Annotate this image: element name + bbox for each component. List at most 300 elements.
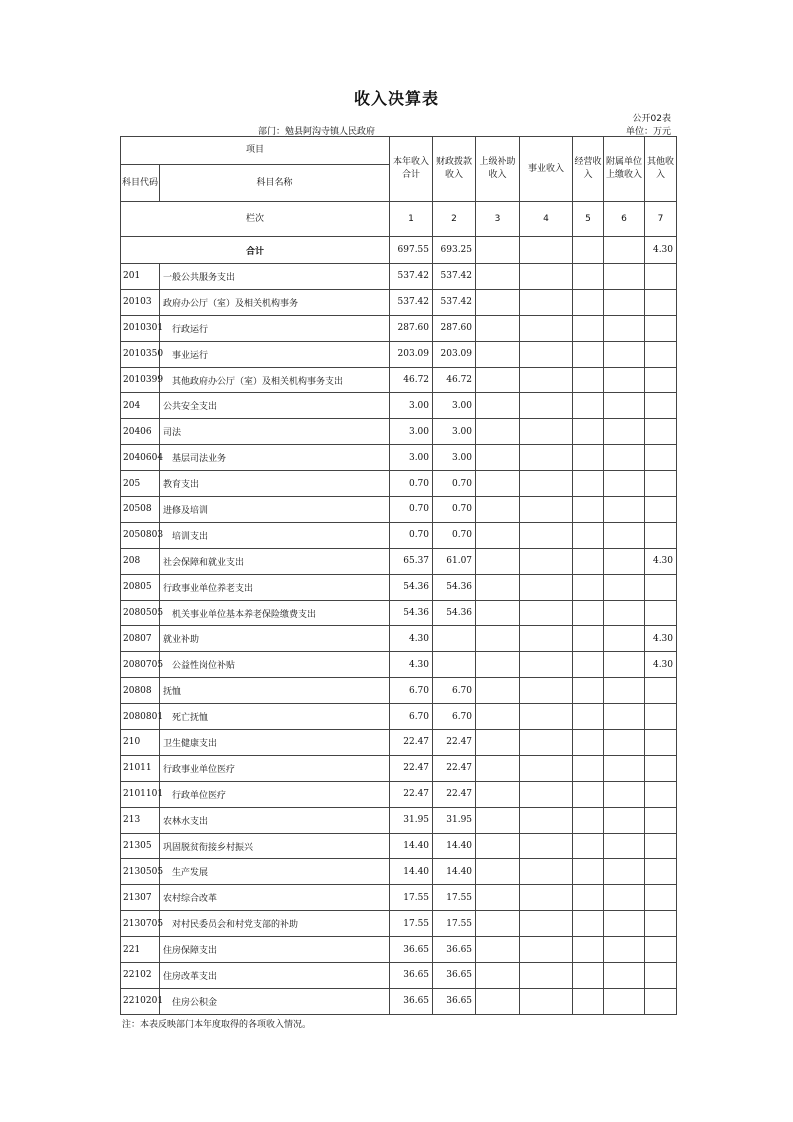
fiscal-income-cell: 54.36: [433, 574, 476, 600]
fiscal-income-cell: 22.47: [433, 755, 476, 781]
subject-name-cell: 教育支出: [160, 471, 390, 497]
subject-code-cell: 2040604: [121, 445, 160, 471]
subject-code-cell: 205: [121, 471, 160, 497]
total-label: 合计: [121, 237, 390, 264]
superior-income-cell: [476, 315, 520, 341]
affiliated-income-cell: [604, 367, 645, 393]
total-income-cell: 3.00: [390, 419, 433, 445]
income-table: [120, 136, 677, 1015]
superior-income-cell: [476, 807, 520, 833]
subject-code-cell: 20808: [121, 678, 160, 704]
affiliated-income-cell: [604, 626, 645, 652]
fiscal-income-cell: 17.55: [433, 885, 476, 911]
other-income-cell: [645, 574, 677, 600]
other-income-cell: [645, 522, 677, 548]
table-row: [121, 393, 677, 419]
header-business: 事业收入: [520, 137, 573, 202]
other-income-cell: 4.30: [645, 626, 677, 652]
business-income-cell: [520, 264, 573, 290]
business-income-cell: [520, 807, 573, 833]
total-operating: [573, 237, 604, 264]
affiliated-income-cell: [604, 393, 645, 419]
operating-income-cell: [573, 781, 604, 807]
operating-income-cell: [573, 885, 604, 911]
superior-income-cell: [476, 885, 520, 911]
department-label: 部门：勉县阿沟寺镇人民政府: [258, 127, 376, 137]
total-income-cell: 36.65: [390, 963, 433, 989]
superior-income-cell: [476, 264, 520, 290]
operating-income-cell: [573, 988, 604, 1014]
operating-income-cell: [573, 548, 604, 574]
affiliated-income-cell: [604, 833, 645, 859]
operating-income-cell: [573, 678, 604, 704]
subject-code-cell: 2210201: [121, 988, 160, 1014]
subject-name-cell: 抚恤: [160, 678, 390, 704]
total-income-cell: 36.65: [390, 937, 433, 963]
column-index-row: [121, 202, 677, 237]
business-income-cell: [520, 548, 573, 574]
subject-name-cell: 机关事业单位基本养老保险缴费支出: [160, 600, 390, 626]
affiliated-income-cell: [604, 574, 645, 600]
affiliated-income-cell: [604, 315, 645, 341]
subject-code-cell: 2130505: [121, 859, 160, 885]
table-row: [121, 859, 677, 885]
fiscal-income-cell: 46.72: [433, 367, 476, 393]
superior-income-cell: [476, 859, 520, 885]
total-income-cell: 31.95: [390, 807, 433, 833]
table-row: [121, 730, 677, 756]
other-income-cell: [645, 988, 677, 1014]
header-superior: 上级补助收入: [476, 137, 520, 202]
business-income-cell: [520, 600, 573, 626]
affiliated-income-cell: [604, 548, 645, 574]
table-row: [121, 937, 677, 963]
subject-code-cell: 2080801: [121, 704, 160, 730]
header-row-1: [121, 137, 677, 165]
other-income-cell: [645, 341, 677, 367]
column-index-cell: 3: [476, 202, 520, 237]
total-income-cell: 287.60: [390, 315, 433, 341]
table-row: [121, 600, 677, 626]
unit-label: 单位：万元: [625, 127, 671, 137]
superior-income-cell: [476, 963, 520, 989]
affiliated-income-cell: [604, 497, 645, 523]
affiliated-income-cell: [604, 755, 645, 781]
total-income-cell: 537.42: [390, 264, 433, 290]
table-row: [121, 781, 677, 807]
affiliated-income-cell: [604, 730, 645, 756]
superior-income-cell: [476, 730, 520, 756]
affiliated-income-cell: [604, 445, 645, 471]
subject-code-cell: 2010350: [121, 341, 160, 367]
fiscal-income-cell: 36.65: [433, 988, 476, 1014]
column-index-cell: 1: [390, 202, 433, 237]
subject-code-cell: 20103: [121, 289, 160, 315]
subject-name-cell: 一般公共服务支出: [160, 264, 390, 290]
other-income-cell: [645, 833, 677, 859]
total-income-cell: 17.55: [390, 911, 433, 937]
operating-income-cell: [573, 419, 604, 445]
table-row: [121, 574, 677, 600]
table-row: [121, 471, 677, 497]
table-row: [121, 652, 677, 678]
table-row: [121, 626, 677, 652]
other-income-cell: [645, 315, 677, 341]
column-index-label: 栏次: [121, 202, 390, 237]
table-row: [121, 678, 677, 704]
other-income-cell: [645, 885, 677, 911]
superior-income-cell: [476, 522, 520, 548]
superior-income-cell: [476, 937, 520, 963]
other-income-cell: [645, 807, 677, 833]
business-income-cell: [520, 574, 573, 600]
form-number: 公开02表: [632, 114, 671, 124]
subject-name-cell: 公共安全支出: [160, 393, 390, 419]
table-row: [121, 522, 677, 548]
header-item: 项目: [121, 137, 390, 165]
other-income-cell: [645, 445, 677, 471]
subject-name-cell: 社会保障和就业支出: [160, 548, 390, 574]
subject-code-cell: 2010399: [121, 367, 160, 393]
column-index-cell: 2: [433, 202, 476, 237]
operating-income-cell: [573, 807, 604, 833]
operating-income-cell: [573, 626, 604, 652]
affiliated-income-cell: [604, 937, 645, 963]
fiscal-income-cell: 537.42: [433, 289, 476, 315]
total-row: [121, 237, 677, 264]
total-income-cell: 6.70: [390, 704, 433, 730]
subject-name-cell: 司法: [160, 419, 390, 445]
fiscal-income-cell: 6.70: [433, 678, 476, 704]
business-income-cell: [520, 522, 573, 548]
header-affiliated: 附属单位上缴收入: [604, 137, 645, 202]
affiliated-income-cell: [604, 704, 645, 730]
other-income-cell: [645, 678, 677, 704]
table-row: [121, 833, 677, 859]
subject-name-cell: 行政事业单位养老支出: [160, 574, 390, 600]
business-income-cell: [520, 341, 573, 367]
affiliated-income-cell: [604, 341, 645, 367]
affiliated-income-cell: [604, 652, 645, 678]
total-income-cell: 3.00: [390, 445, 433, 471]
operating-income-cell: [573, 471, 604, 497]
subject-code-cell: 21011: [121, 755, 160, 781]
business-income-cell: [520, 911, 573, 937]
operating-income-cell: [573, 652, 604, 678]
superior-income-cell: [476, 755, 520, 781]
subject-name-cell: 行政运行: [160, 315, 390, 341]
business-income-cell: [520, 289, 573, 315]
subject-code-cell: 2080705: [121, 652, 160, 678]
operating-income-cell: [573, 937, 604, 963]
superior-income-cell: [476, 419, 520, 445]
subject-code-cell: 21305: [121, 833, 160, 859]
subject-name-cell: 住房改革支出: [160, 963, 390, 989]
total-income-cell: 14.40: [390, 833, 433, 859]
other-income-cell: [645, 471, 677, 497]
other-income-cell: [645, 367, 677, 393]
superior-income-cell: [476, 626, 520, 652]
superior-income-cell: [476, 678, 520, 704]
total-amount: 697.55: [390, 237, 433, 264]
subject-code-cell: 2130705: [121, 911, 160, 937]
operating-income-cell: [573, 445, 604, 471]
affiliated-income-cell: [604, 859, 645, 885]
fiscal-income-cell: 3.00: [433, 445, 476, 471]
subject-code-cell: 2101101: [121, 781, 160, 807]
operating-income-cell: [573, 264, 604, 290]
superior-income-cell: [476, 341, 520, 367]
affiliated-income-cell: [604, 963, 645, 989]
header-fiscal: 财政拨款收入: [433, 137, 476, 202]
subject-code-cell: 204: [121, 393, 160, 419]
table-row: [121, 289, 677, 315]
subject-name-cell: 住房保障支出: [160, 937, 390, 963]
subject-name-cell: 政府办公厅（室）及相关机构事务: [160, 289, 390, 315]
business-income-cell: [520, 626, 573, 652]
subject-code-cell: 221: [121, 937, 160, 963]
subject-name-cell: 住房公积金: [160, 988, 390, 1014]
table-row: [121, 885, 677, 911]
total-income-cell: 537.42: [390, 289, 433, 315]
other-income-cell: [645, 497, 677, 523]
superior-income-cell: [476, 548, 520, 574]
table-row: [121, 704, 677, 730]
operating-income-cell: [573, 730, 604, 756]
table-row: [121, 755, 677, 781]
operating-income-cell: [573, 315, 604, 341]
table-row: [121, 264, 677, 290]
operating-income-cell: [573, 600, 604, 626]
total-income-cell: 17.55: [390, 885, 433, 911]
affiliated-income-cell: [604, 522, 645, 548]
operating-income-cell: [573, 367, 604, 393]
subject-code-cell: 201: [121, 264, 160, 290]
superior-income-cell: [476, 911, 520, 937]
superior-income-cell: [476, 781, 520, 807]
total-income-cell: 203.09: [390, 341, 433, 367]
fiscal-income-cell: 6.70: [433, 704, 476, 730]
fiscal-income-cell: 14.40: [433, 833, 476, 859]
operating-income-cell: [573, 963, 604, 989]
other-income-cell: 4.30: [645, 548, 677, 574]
subject-name-cell: 进修及培训: [160, 497, 390, 523]
subject-name-cell: 行政单位医疗: [160, 781, 390, 807]
operating-income-cell: [573, 859, 604, 885]
business-income-cell: [520, 963, 573, 989]
total-income-cell: 0.70: [390, 522, 433, 548]
column-index-cell: 7: [645, 202, 677, 237]
fiscal-income-cell: 14.40: [433, 859, 476, 885]
fiscal-income-cell: 203.09: [433, 341, 476, 367]
business-income-cell: [520, 781, 573, 807]
business-income-cell: [520, 315, 573, 341]
table-row: [121, 988, 677, 1014]
other-income-cell: [645, 289, 677, 315]
subject-name-cell: 农林水支出: [160, 807, 390, 833]
total-income-cell: 6.70: [390, 678, 433, 704]
table-row: [121, 367, 677, 393]
other-income-cell: [645, 755, 677, 781]
superior-income-cell: [476, 652, 520, 678]
table-row: [121, 497, 677, 523]
header-total: 本年收入合计: [390, 137, 433, 202]
fiscal-income-cell: 54.36: [433, 600, 476, 626]
superior-income-cell: [476, 574, 520, 600]
header-code: 科目代码: [121, 165, 160, 202]
total-income-cell: 0.70: [390, 471, 433, 497]
subject-name-cell: 巩固脱贫衔接乡村振兴: [160, 833, 390, 859]
other-income-cell: 4.30: [645, 652, 677, 678]
fiscal-income-cell: 3.00: [433, 393, 476, 419]
other-income-cell: [645, 781, 677, 807]
total-income-cell: 3.00: [390, 393, 433, 419]
operating-income-cell: [573, 289, 604, 315]
business-income-cell: [520, 445, 573, 471]
business-income-cell: [520, 859, 573, 885]
affiliated-income-cell: [604, 781, 645, 807]
superior-income-cell: [476, 988, 520, 1014]
subject-name-cell: 事业运行: [160, 341, 390, 367]
other-income-cell: [645, 393, 677, 419]
affiliated-income-cell: [604, 600, 645, 626]
business-income-cell: [520, 497, 573, 523]
total-income-cell: 22.47: [390, 781, 433, 807]
total-income-cell: 14.40: [390, 859, 433, 885]
other-income-cell: [645, 859, 677, 885]
subject-name-cell: 就业补助: [160, 626, 390, 652]
column-index-cell: 6: [604, 202, 645, 237]
table-row: [121, 807, 677, 833]
total-other: 4.30: [645, 237, 677, 264]
fiscal-income-cell: 0.70: [433, 497, 476, 523]
subject-name-cell: 生产发展: [160, 859, 390, 885]
operating-income-cell: [573, 755, 604, 781]
affiliated-income-cell: [604, 678, 645, 704]
other-income-cell: [645, 911, 677, 937]
operating-income-cell: [573, 522, 604, 548]
subject-name-cell: 行政事业单位医疗: [160, 755, 390, 781]
fiscal-income-cell: 61.07: [433, 548, 476, 574]
operating-income-cell: [573, 704, 604, 730]
business-income-cell: [520, 755, 573, 781]
business-income-cell: [520, 419, 573, 445]
total-income-cell: 22.47: [390, 755, 433, 781]
table-row: [121, 911, 677, 937]
business-income-cell: [520, 885, 573, 911]
subject-code-cell: 213: [121, 807, 160, 833]
business-income-cell: [520, 652, 573, 678]
fiscal-income-cell: 537.42: [433, 264, 476, 290]
table-row: [121, 315, 677, 341]
page-title: 收入决算表: [353, 89, 439, 108]
business-income-cell: [520, 471, 573, 497]
affiliated-income-cell: [604, 471, 645, 497]
subject-code-cell: 20508: [121, 497, 160, 523]
fiscal-income-cell: 17.55: [433, 911, 476, 937]
table-row: [121, 341, 677, 367]
operating-income-cell: [573, 497, 604, 523]
other-income-cell: [645, 419, 677, 445]
total-income-cell: 65.37: [390, 548, 433, 574]
affiliated-income-cell: [604, 911, 645, 937]
subject-code-cell: 2010301: [121, 315, 160, 341]
fiscal-income-cell: 31.95: [433, 807, 476, 833]
operating-income-cell: [573, 574, 604, 600]
operating-income-cell: [573, 911, 604, 937]
affiliated-income-cell: [604, 289, 645, 315]
footnote: 注：本表反映部门本年度取得的各项收入情况。: [122, 1020, 312, 1030]
other-income-cell: [645, 704, 677, 730]
subject-code-cell: 20807: [121, 626, 160, 652]
superior-income-cell: [476, 393, 520, 419]
subject-name-cell: 公益性岗位补贴: [160, 652, 390, 678]
subject-code-cell: 22102: [121, 963, 160, 989]
fiscal-income-cell: 0.70: [433, 471, 476, 497]
operating-income-cell: [573, 393, 604, 419]
subject-name-cell: 培训支出: [160, 522, 390, 548]
header-operating: 经营收入: [573, 137, 604, 202]
superior-income-cell: [476, 497, 520, 523]
subject-code-cell: 2080505: [121, 600, 160, 626]
fiscal-income-cell: [433, 652, 476, 678]
subject-code-cell: 208: [121, 548, 160, 574]
subject-name-cell: 基层司法业务: [160, 445, 390, 471]
affiliated-income-cell: [604, 807, 645, 833]
column-index-cell: 4: [520, 202, 573, 237]
total-income-cell: 4.30: [390, 626, 433, 652]
fiscal-income-cell: [433, 626, 476, 652]
superior-income-cell: [476, 833, 520, 859]
fiscal-income-cell: 22.47: [433, 781, 476, 807]
business-income-cell: [520, 730, 573, 756]
total-income-cell: 0.70: [390, 497, 433, 523]
other-income-cell: [645, 963, 677, 989]
subject-code-cell: 20805: [121, 574, 160, 600]
subject-code-cell: 20406: [121, 419, 160, 445]
operating-income-cell: [573, 341, 604, 367]
subject-name-cell: 死亡抚恤: [160, 704, 390, 730]
table-row: [121, 963, 677, 989]
total-fiscal: 693.25: [433, 237, 476, 264]
column-index-cell: 5: [573, 202, 604, 237]
total-income-cell: 54.36: [390, 574, 433, 600]
table-row: [121, 548, 677, 574]
affiliated-income-cell: [604, 988, 645, 1014]
superior-income-cell: [476, 471, 520, 497]
subject-code-cell: 210: [121, 730, 160, 756]
superior-income-cell: [476, 704, 520, 730]
affiliated-income-cell: [604, 264, 645, 290]
other-income-cell: [645, 600, 677, 626]
table-row: [121, 445, 677, 471]
total-income-cell: 4.30: [390, 652, 433, 678]
fiscal-income-cell: 0.70: [433, 522, 476, 548]
business-income-cell: [520, 678, 573, 704]
total-income-cell: 22.47: [390, 730, 433, 756]
business-income-cell: [520, 937, 573, 963]
total-income-cell: 36.65: [390, 988, 433, 1014]
fiscal-income-cell: 22.47: [433, 730, 476, 756]
subject-name-cell: 农村综合改革: [160, 885, 390, 911]
total-superior: [476, 237, 520, 264]
fiscal-income-cell: 3.00: [433, 419, 476, 445]
other-income-cell: [645, 937, 677, 963]
header-other: 其他收入: [645, 137, 677, 202]
business-income-cell: [520, 704, 573, 730]
subject-name-cell: 对村民委员会和村党支部的补助: [160, 911, 390, 937]
business-income-cell: [520, 393, 573, 419]
